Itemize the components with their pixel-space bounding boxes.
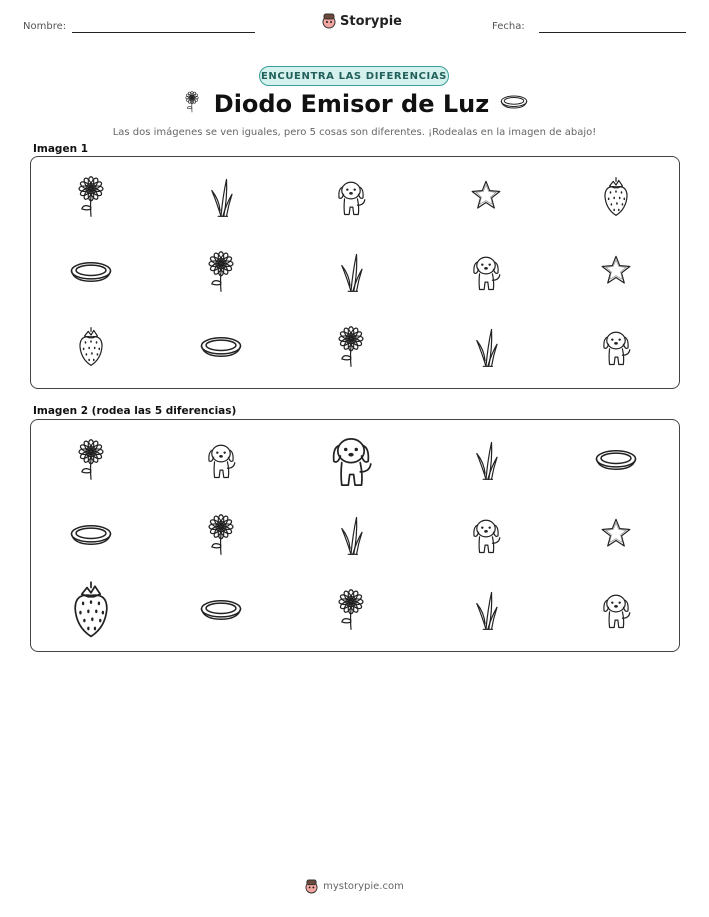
image1-grass-icon xyxy=(446,310,526,384)
image2-puppy-icon[interactable] xyxy=(181,423,261,497)
storypie-mascot-icon xyxy=(322,13,336,29)
activity-badge: ENCUENTRA LAS DIFERENCIAS xyxy=(259,66,449,86)
image1-grass-icon xyxy=(181,160,261,234)
image2-panel[interactable] xyxy=(30,419,680,652)
image2-flower-icon[interactable] xyxy=(51,423,131,497)
image1-flower-icon xyxy=(51,160,131,234)
date-label: Fecha: xyxy=(492,21,525,32)
image2-puppy-icon[interactable] xyxy=(576,573,656,647)
image2-grass-icon[interactable] xyxy=(446,573,526,647)
date-field-line[interactable] xyxy=(539,32,686,33)
image1-strawberry-icon xyxy=(576,160,656,234)
image1-puppy-icon xyxy=(311,160,391,234)
name-label: Nombre: xyxy=(23,21,67,32)
image1-panel xyxy=(30,156,680,389)
page-title: Diodo Emisor de Luz xyxy=(213,90,490,118)
image2-bowl-icon[interactable] xyxy=(181,573,261,647)
footer xyxy=(0,879,709,894)
image1-star-icon xyxy=(446,160,526,234)
image2-strawberry-icon[interactable] xyxy=(51,573,131,647)
instructions: Las dos imágenes se ven iguales, pero 5 cosas son diferentes. ¡Rodealas en la imagen de abajo! xyxy=(112,127,597,138)
image2-grass-icon[interactable] xyxy=(446,423,526,497)
footer-site: mystorypie.com xyxy=(323,881,404,892)
brand-name: Storypie xyxy=(340,13,402,29)
title-row xyxy=(0,90,709,118)
image2-puppy-icon[interactable] xyxy=(311,423,391,497)
image2-bowl-icon[interactable] xyxy=(576,423,656,497)
image2-grass-icon[interactable] xyxy=(311,498,391,572)
image2-puppy-icon[interactable] xyxy=(446,498,526,572)
image1-star-icon xyxy=(576,235,656,309)
image2-star-icon[interactable] xyxy=(576,498,656,572)
image2-label: Imagen 2 (rodea las 5 diferencias) xyxy=(33,405,237,417)
bowl-icon xyxy=(499,92,529,116)
image1-puppy-icon xyxy=(576,310,656,384)
image1-bowl-icon xyxy=(181,310,261,384)
flower-icon xyxy=(180,90,204,118)
image1-strawberry-icon xyxy=(51,310,131,384)
image2-bowl-icon[interactable] xyxy=(51,498,131,572)
image1-bowl-icon xyxy=(51,235,131,309)
image2-flower-icon[interactable] xyxy=(311,573,391,647)
image1-puppy-icon xyxy=(446,235,526,309)
image2-flower-icon[interactable] xyxy=(181,498,261,572)
name-field-line[interactable] xyxy=(72,32,255,33)
image1-flower-icon xyxy=(311,310,391,384)
storypie-mascot-icon xyxy=(305,879,318,894)
brand-logo xyxy=(322,13,402,29)
image1-flower-icon xyxy=(181,235,261,309)
image1-grass-icon xyxy=(311,235,391,309)
image1-label: Imagen 1 xyxy=(33,143,89,155)
